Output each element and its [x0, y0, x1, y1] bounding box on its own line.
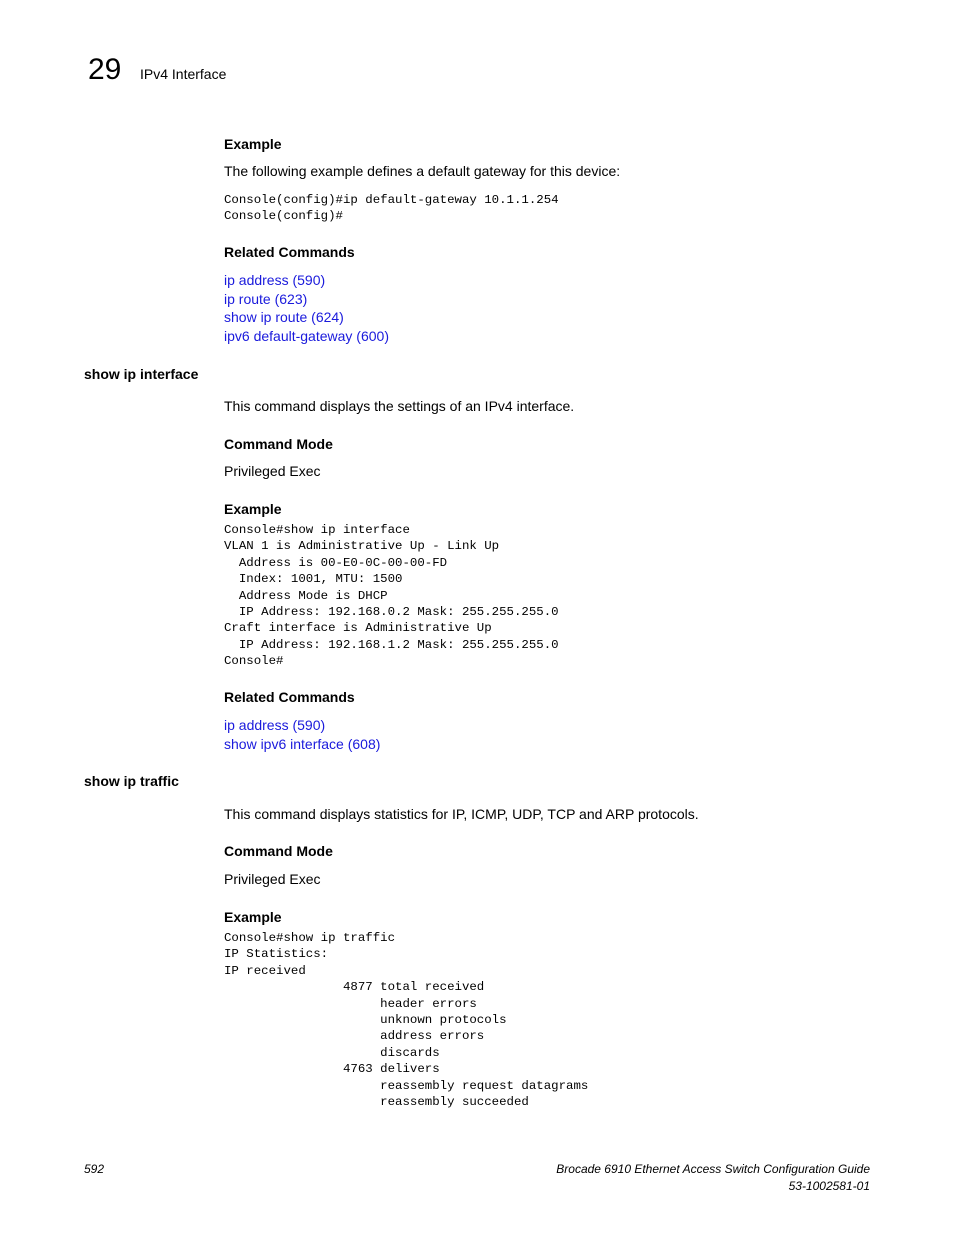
related-link-ip-address[interactable]: ip address (590) — [224, 717, 326, 733]
code-block: Console#show ip interface VLAN 1 is Administrative Up - Link Up Address is 00-E0-0C-00-00-FD Index: 1001, MTU: 1500 Address Mode is DHCP IP Address: 192.168.0.2 Mask: 255.255.255.0 Craft interface is Administrative Up IP Address: 192.168.1.2 Mask: 255.255.255.0 Console# — [224, 523, 559, 669]
code-block: Console#show ip traffic IP Statistics: IP received 4877 total received header errors unknown protocols address errors discards 4763 delivers reassembly request datagrams reassembly succeeded — [224, 931, 589, 1110]
related-link-show-ip-route[interactable]: show ip route (624) — [224, 309, 344, 326]
related-commands-list — [224, 271, 389, 346]
command-mode-heading: Command Mode — [224, 436, 333, 452]
example-heading: Example — [224, 501, 282, 517]
code-block: Console(config)#ip default-gateway 10.1.1.254 Console(config)# — [224, 193, 559, 224]
guide-title: Brocade 6910 Ethernet Access Switch Configuration Guide — [556, 1162, 870, 1176]
example-heading: Example — [224, 909, 282, 925]
command-description: This command displays statistics for IP, ICMP, UDP, TCP and ARP protocols. — [224, 806, 699, 822]
page-number: 592 — [84, 1162, 105, 1176]
command-title-show-ip-interface: show ip interface — [84, 366, 199, 382]
related-link-ipv6-default-gateway[interactable]: ipv6 default-gateway (600) — [224, 328, 389, 345]
example-heading: Example — [224, 136, 282, 152]
related-link-ip-route[interactable]: ip route (623) — [224, 290, 308, 307]
example-description: The following example defines a default gateway for this device: — [224, 163, 621, 179]
chapter-number: 29 — [88, 53, 122, 86]
related-link-show-ipv6-interface[interactable]: show ipv6 interface (608) — [224, 735, 381, 752]
related-commands-list — [224, 716, 380, 753]
command-mode: Privileged Exec — [224, 871, 321, 887]
command-description: This command displays the settings of an IPv4 interface. — [224, 398, 575, 414]
related-link-ip-address[interactable]: ip address (590) — [224, 272, 326, 288]
related-commands-heading: Related Commands — [224, 689, 355, 705]
chapter-title: IPv4 Interface — [140, 66, 227, 82]
related-commands-heading: Related Commands — [224, 244, 355, 260]
doc-number: 53-1002581-01 — [788, 1179, 870, 1193]
command-title-show-ip-traffic: show ip traffic — [84, 773, 179, 789]
command-mode: Privileged Exec — [224, 463, 321, 479]
command-mode-heading: Command Mode — [224, 843, 333, 859]
